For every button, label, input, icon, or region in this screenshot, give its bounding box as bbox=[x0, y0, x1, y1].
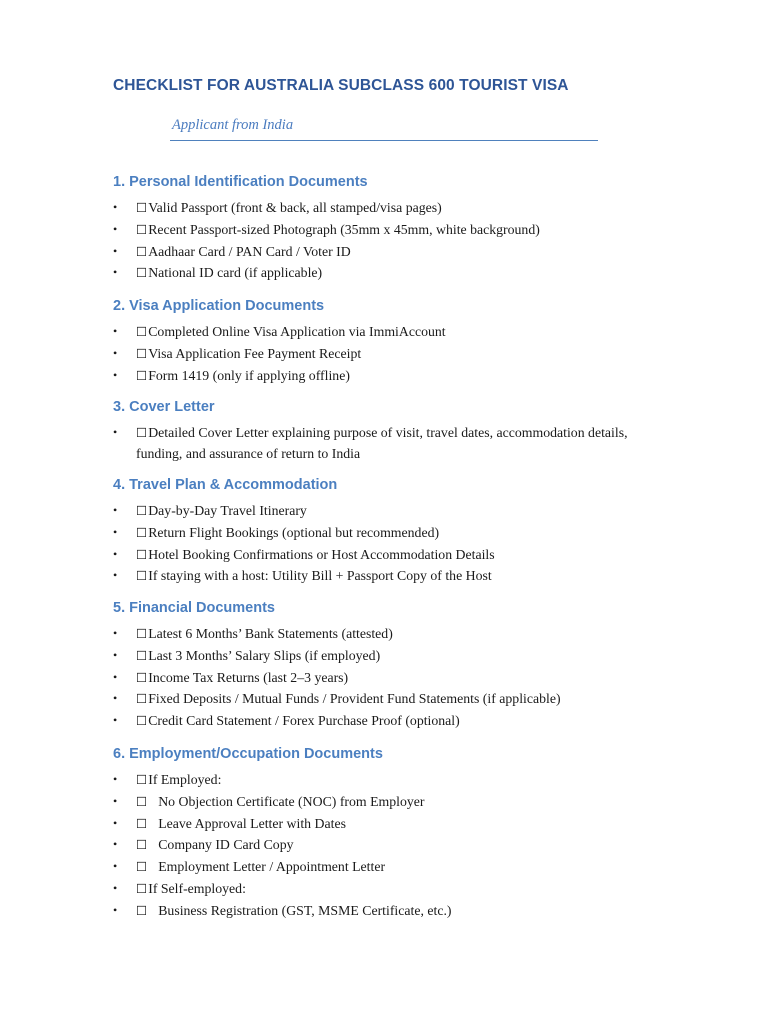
checkbox-icon[interactable]: ☐ bbox=[136, 345, 148, 361]
checklist-item: • ☐ Business Registration (GST, MSME Certificate, etc.) bbox=[113, 900, 633, 922]
section-heading: 2. Visa Application Documents bbox=[113, 298, 325, 314]
bullet-icon: • bbox=[113, 425, 118, 439]
document-title: CHECKLIST FOR AUSTRALIA SUBCLASS 600 TOURIST VISA bbox=[113, 77, 569, 94]
section-personal-identification bbox=[113, 172, 633, 284]
checklist bbox=[113, 769, 633, 922]
bullet-icon: • bbox=[113, 367, 118, 382]
checkbox-icon[interactable]: ☐ bbox=[136, 691, 148, 707]
bullet-icon: • bbox=[113, 324, 118, 338]
checkbox-icon[interactable]: ☐ bbox=[136, 200, 148, 215]
checkbox-icon[interactable]: ☐ bbox=[136, 880, 148, 896]
section-heading: 4. Travel Plan & Accommodation bbox=[113, 477, 338, 493]
bullet-icon: • bbox=[113, 837, 118, 852]
checklist-item: • ☐Aadhaar Card / PAN Card / Voter ID bbox=[113, 241, 633, 263]
checkbox-icon[interactable]: ☐ bbox=[136, 669, 148, 685]
bullet-icon: • bbox=[113, 859, 118, 874]
section-visa-application bbox=[113, 296, 633, 386]
bullet-icon: • bbox=[113, 243, 118, 258]
bullet-icon: • bbox=[113, 647, 118, 662]
bullet-icon: • bbox=[113, 265, 118, 280]
checklist-item: • ☐Recent Passport-sized Photograph (35mm x 45mm, white background) bbox=[113, 219, 633, 241]
bullet-icon: • bbox=[113, 568, 118, 583]
checklist bbox=[113, 197, 633, 284]
checkbox-icon[interactable]: ☐ bbox=[136, 626, 148, 641]
bullet-icon: • bbox=[113, 200, 118, 214]
checklist-item: • ☐If staying with a host: Utility Bill + Passport Copy of the Host bbox=[113, 565, 633, 587]
checklist-item: • ☐Return Flight Bookings (optional but recommended) bbox=[113, 522, 633, 544]
section-heading: 1. Personal Identification Documents bbox=[113, 174, 368, 190]
checkbox-icon[interactable]: ☐ bbox=[136, 425, 148, 440]
bullet-icon: • bbox=[113, 815, 118, 830]
checklist-item: • ☐Fixed Deposits / Mutual Funds / Provident Fund Statements (if applicable) bbox=[113, 688, 633, 710]
checklist-item: • ☐ Leave Approval Letter with Dates bbox=[113, 813, 633, 835]
checklist bbox=[113, 321, 633, 386]
checklist bbox=[113, 623, 633, 732]
bullet-icon: • bbox=[113, 345, 118, 360]
checkbox-icon[interactable]: ☐ bbox=[136, 524, 148, 540]
checkbox-icon[interactable]: ☐ bbox=[136, 265, 148, 281]
checkbox-icon[interactable]: ☐ bbox=[136, 902, 148, 918]
checklist bbox=[113, 422, 633, 464]
checkbox-icon[interactable]: ☐ bbox=[136, 837, 148, 853]
checklist-item: • ☐ Employment Letter / Appointment Letter bbox=[113, 856, 633, 878]
checklist-item: • ☐Latest 6 Months’ Bank Statements (attested) bbox=[113, 623, 633, 645]
checkbox-icon[interactable]: ☐ bbox=[136, 713, 148, 729]
checkbox-icon[interactable]: ☐ bbox=[136, 324, 148, 339]
checklist-item: • ☐ Company ID Card Copy bbox=[113, 834, 633, 856]
section-heading: 5. Financial Documents bbox=[113, 600, 275, 616]
checklist-item: • ☐Detailed Cover Letter explaining purpose of visit, travel dates, accommodation details, funding, and assurance of return to India bbox=[113, 422, 633, 464]
bullet-icon: • bbox=[113, 626, 118, 640]
checklist bbox=[113, 500, 633, 587]
bullet-icon: • bbox=[113, 546, 118, 561]
section-cover-letter bbox=[113, 397, 633, 464]
checklist-item: • ☐Income Tax Returns (last 2–3 years) bbox=[113, 667, 633, 689]
checkbox-icon[interactable]: ☐ bbox=[136, 793, 148, 809]
checkbox-icon[interactable]: ☐ bbox=[136, 815, 148, 831]
checklist-item: • ☐Valid Passport (front & back, all stamped/visa pages) bbox=[113, 197, 633, 219]
bullet-icon: • bbox=[113, 669, 118, 684]
bullet-icon: • bbox=[113, 772, 118, 786]
bullet-icon: • bbox=[113, 691, 118, 706]
subtitle-line bbox=[170, 116, 598, 141]
bullet-icon: • bbox=[113, 503, 118, 517]
checkbox-icon[interactable]: ☐ bbox=[136, 647, 148, 663]
checklist-item: • ☐Day-by-Day Travel Itinerary bbox=[113, 500, 633, 522]
checkbox-icon[interactable]: ☐ bbox=[136, 367, 148, 383]
checkbox-icon[interactable]: ☐ bbox=[136, 859, 148, 875]
checklist-item: • ☐Completed Online Visa Application via ImmiAccount bbox=[113, 321, 633, 343]
bullet-icon: • bbox=[113, 793, 118, 808]
bullet-icon: • bbox=[113, 902, 118, 917]
checkbox-icon[interactable]: ☐ bbox=[136, 772, 148, 787]
checkbox-icon[interactable]: ☐ bbox=[136, 546, 148, 562]
section-travel-plan bbox=[113, 475, 633, 587]
checklist-item: • ☐Credit Card Statement / Forex Purchase Proof (optional) bbox=[113, 710, 633, 732]
checklist-item: • ☐Form 1419 (only if applying offline) bbox=[113, 365, 633, 387]
checklist-item: • ☐National ID card (if applicable) bbox=[113, 262, 633, 284]
checklist-item: • ☐Hotel Booking Confirmations or Host Accommodation Details bbox=[113, 544, 633, 566]
bullet-icon: • bbox=[113, 880, 118, 895]
bullet-icon: • bbox=[113, 713, 118, 728]
section-heading: 3. Cover Letter bbox=[113, 399, 215, 415]
subtitle: Applicant from India bbox=[172, 117, 294, 133]
checklist-item: • ☐Visa Application Fee Payment Receipt bbox=[113, 343, 633, 365]
checkbox-icon[interactable]: ☐ bbox=[136, 221, 148, 237]
section-financial bbox=[113, 598, 633, 732]
checkbox-icon[interactable]: ☐ bbox=[136, 568, 148, 584]
section-heading: 6. Employment/Occupation Documents bbox=[113, 746, 383, 762]
section-employment bbox=[113, 744, 633, 922]
checklist-item: • ☐ No Objection Certificate (NOC) from Employer bbox=[113, 791, 633, 813]
checklist-item: • ☐Last 3 Months’ Salary Slips (if employed) bbox=[113, 645, 633, 667]
checkbox-icon[interactable]: ☐ bbox=[136, 503, 148, 518]
checklist-item: • ☐If Employed: bbox=[113, 769, 633, 791]
checkbox-icon[interactable]: ☐ bbox=[136, 243, 148, 259]
checklist-item: • ☐If Self-employed: bbox=[113, 878, 633, 900]
bullet-icon: • bbox=[113, 524, 118, 539]
bullet-icon: • bbox=[113, 221, 118, 236]
